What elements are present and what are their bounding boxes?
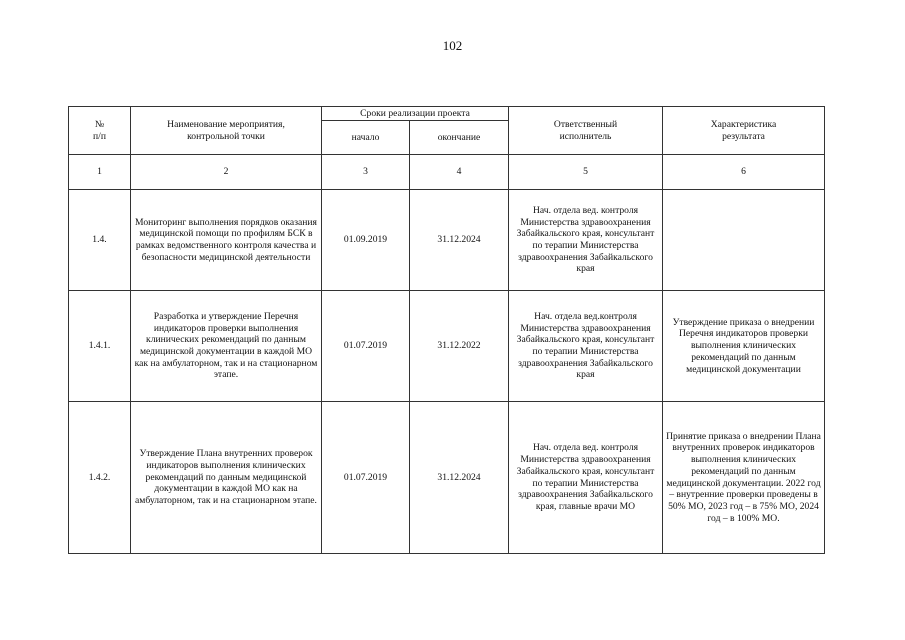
row-name: Разработка и утверждение Перечня индикаторов проверки выполнения клинических рекомендаций по данным медицинской документации в каждой МО как на амбулаторном, так и на стационарном этапе. xyxy=(131,291,322,402)
row-start-date: 01.07.2019 xyxy=(322,402,410,554)
column-number-row xyxy=(69,155,825,190)
row-result xyxy=(663,190,825,291)
row-name: Утверждение Плана внутренних проверок индикаторов выполнения клинических рекомендаций по данным медицинской документации в каждой МО как на амбулаторном, так и на стационарном этапе. xyxy=(131,402,322,554)
row-end-date: 31.12.2024 xyxy=(410,402,509,554)
header-responsible: Ответственный исполнитель xyxy=(509,107,663,155)
header-timeline-group: Сроки реализации проекта xyxy=(322,107,509,121)
row-responsible: Нач. отдела вед. контроля Министерства здравоохранения Забайкальского края, консультант по терапии Министерства здравоохранения Забайкальского края, главные врачи МО xyxy=(509,402,663,554)
table-row xyxy=(69,402,825,554)
header-number: № п/п xyxy=(69,107,131,155)
row-start-date: 01.07.2019 xyxy=(322,291,410,402)
row-end-date: 31.12.2022 xyxy=(410,291,509,402)
header-row-top xyxy=(69,107,825,121)
header-start: начало xyxy=(322,121,410,155)
column-number: 6 xyxy=(663,155,825,190)
row-responsible: Нач. отдела вед.контроля Министерства здравоохранения Забайкальского края, консультант по терапии Министерства здравоохранения Забайкальского края xyxy=(509,291,663,402)
column-number: 4 xyxy=(410,155,509,190)
page-number: 102 xyxy=(442,38,463,53)
row-number: 1.4.2. xyxy=(69,402,131,554)
row-start-date: 01.09.2019 xyxy=(322,190,410,291)
row-end-date: 31.12.2024 xyxy=(410,190,509,291)
row-number: 1.4.1. xyxy=(69,291,131,402)
row-name: Мониторинг выполнения порядков оказания медицинской помощи по профилям БСК в рамках ведомственного контроля качества и безопасности медицинской деятельности xyxy=(131,190,322,291)
project-plan-table xyxy=(68,106,825,554)
column-number: 5 xyxy=(509,155,663,190)
row-number: 1.4. xyxy=(69,190,131,291)
column-number: 2 xyxy=(131,155,322,190)
row-responsible: Нач. отдела вед. контроля Министерства здравоохранения Забайкальского края, консультант по терапии Министерства здравоохранения Забайкальского края xyxy=(509,190,663,291)
table-row xyxy=(69,291,825,402)
header-name: Наименование мероприятия, контрольной точки xyxy=(131,107,322,155)
row-result: Утверждение приказа о внедрении Перечня индикаторов проверки выполнения клинических рекомендаций по данным медицинской документации xyxy=(663,291,825,402)
table-row xyxy=(69,190,825,291)
column-number: 1 xyxy=(69,155,131,190)
header-result: Характеристика результата xyxy=(663,107,825,155)
row-result: Принятие приказа о внедрении Плана внутренних проверок индикаторов выполнения клинических рекомендаций по данным медицинской документации. 2022 год – внутренние проверки проведены в 50% МО, 2023 год – в 75% МО, 2024 год – в 100% МО. xyxy=(663,402,825,554)
header-end: окончание xyxy=(410,121,509,155)
column-number: 3 xyxy=(322,155,410,190)
